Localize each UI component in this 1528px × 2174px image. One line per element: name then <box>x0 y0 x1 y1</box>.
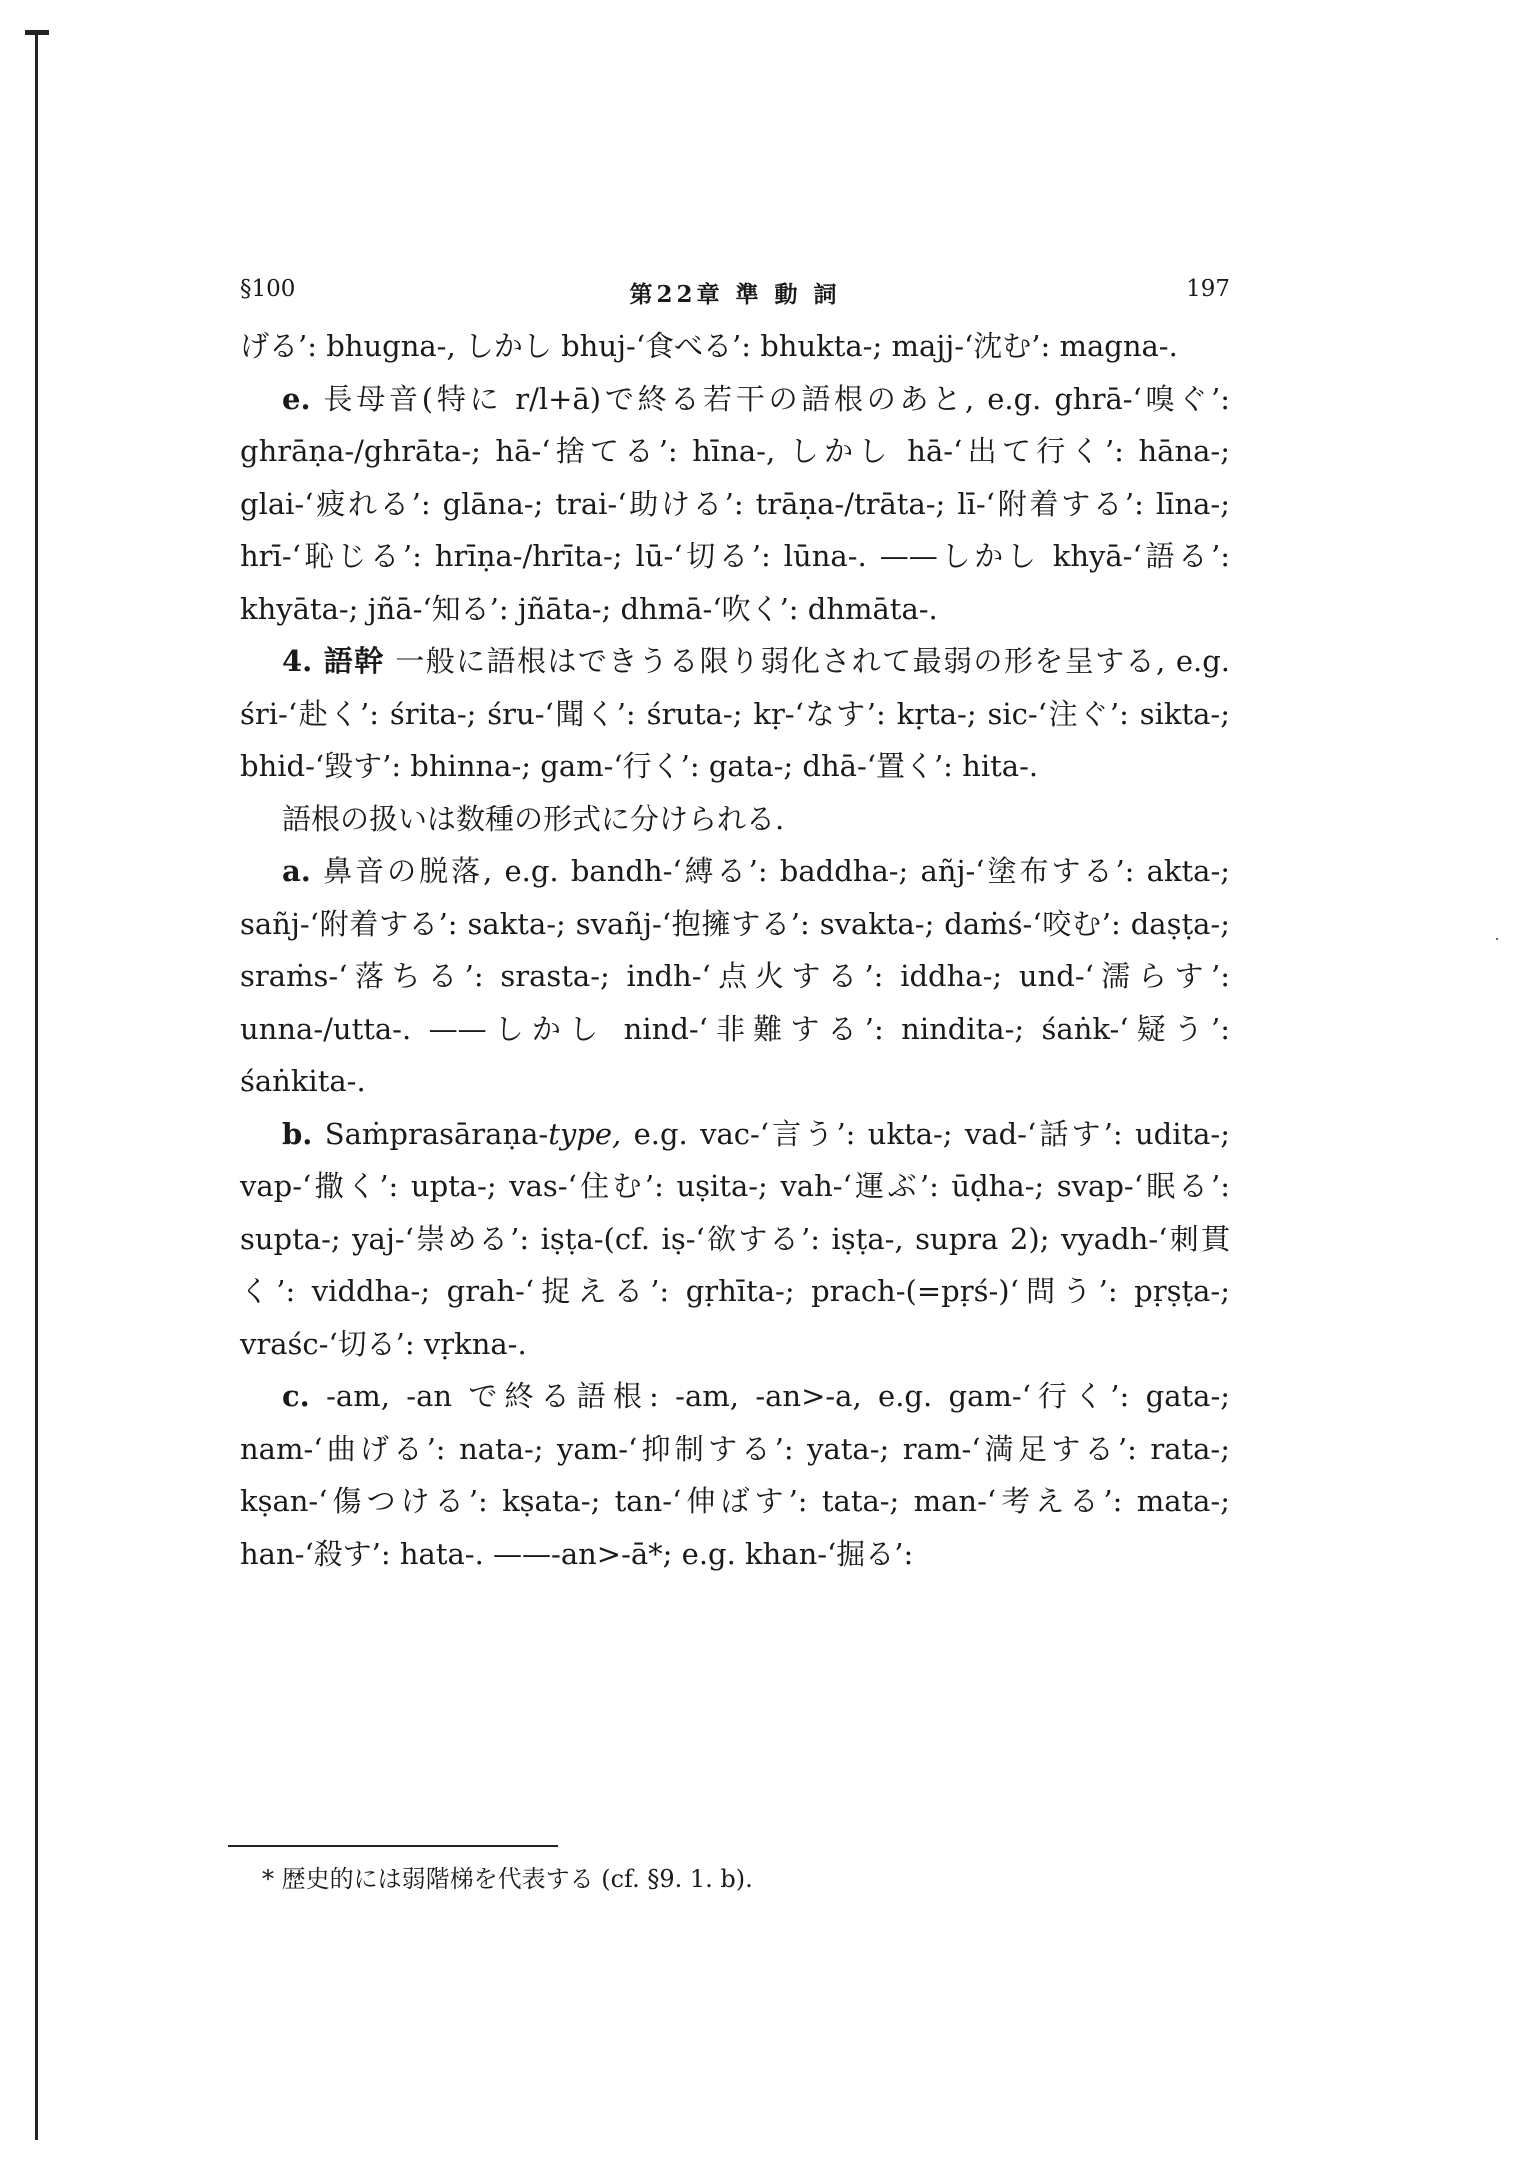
section-number: §100 <box>240 276 296 302</box>
paragraph-intro: 語根の扱いは数種の形式に分けられる. <box>282 801 785 836</box>
paragraph-marker: e. <box>282 381 311 416</box>
paragraph-marker: 4. 語幹 <box>282 644 385 678</box>
running-header <box>240 270 1230 310</box>
paragraph-marker: a. <box>282 854 311 888</box>
paragraph-a: a. 鼻音の脱落, e.g. bandh-‘縛る’: baddha-; añj-‘塗布する’: akta-; sañj-‘附着する’: sakta-; svañj-‘抱擁する’: svakta-; daṁś-‘咬む’: daṣṭa-; sraṁs-‘落ちる’: srasta-; indh-‘点火する’: iddha-; und-‘濡らす’: unna-/utta-. ——しかし nind-‘非難する’: nindita-; śaṅk-‘疑う’: śaṅkita-. <box>240 854 1231 1098</box>
footnote: * 歴史的には弱階梯を代表する (cf. §9. 1. b). <box>262 1865 753 1893</box>
binding-line <box>35 30 38 2140</box>
chapter-title: 第22章 準 動 詞 <box>629 281 841 308</box>
paragraph-c: c. -am, -an で終る語根: -am, -an>-a, e.g. gam-‘行く’: gata-; nam-‘曲げる’: nata-; yam-‘抑制する’: yata-; ram-‘満足する’: rata-; kṣan-‘傷つける’: kṣata-; tan-‘伸ばす’: tata-; man-‘考える’: mata-; han-‘殺す’: hata-. ——-an>-ā*; e.g. khan-‘掘る’: <box>240 1379 1231 1571</box>
page-number: 197 <box>1186 276 1230 302</box>
paragraph-b: b. Saṁprasāraṇa-type, e.g. vac-‘言う’: ukta-; vad-‘話す’: udita-; vap-‘撒く’: upta-; vas-‘住む’: uṣita-; vah-‘運ぶ’: ūḍha-; svap-‘眠る’: supta-; yaj-‘崇める’: iṣṭa-(cf. iṣ-‘欲する’: iṣṭa-, supra 2); vyadh-‘刺貫く’: viddha-; grah-‘捉える’: gṛhīta-; prach-(=pṛś-)‘問う’: pṛṣṭa-; vraśc-‘切る’: vṛkna-. <box>240 1116 1231 1361</box>
paragraph-marker: c. <box>282 1379 310 1413</box>
paragraph-continuation: げる’: bhugna-, しかし bhuj-‘食べる’: bhukta-; majj-‘沈む’: magna-. <box>240 329 1178 363</box>
footnote-rule <box>228 1845 558 1847</box>
paragraph-e: e. 長母音(特に r/l+ā)で終る若干の語根のあと, e.g. ghrā-‘嗅ぐ’: ghrāṇa-/ghrāta-; hā-‘捨てる’: hīna-, しかし hā-‘出て行く’: hāna-; glai-‘疲れる’: glāna-; trai-‘助ける’: trāṇa-/trāta-; lī-‘附着する’: līna-; hrī-‘恥じる’: hrīṇa-/hrīta-; lū-‘切る’: lūna-. ——しかし khyā-‘語る’: khyāta-; jñā-‘知る’: jñāta-; dhmā-‘吹く’: dhmāta-. <box>240 381 1231 626</box>
page <box>240 270 1230 1580</box>
stray-mark <box>1496 938 1498 940</box>
paragraph-4: 4. 語幹 一般に語根はできうる限り弱化されて最弱の形を呈する, e.g. śri-‘赴く’: śrita-; śru-‘聞く’: śruta-; kṛ-‘なす’: kṛta-; sic-‘注ぐ’: sikta-; bhid-‘毀す’: bhinna-; gam-‘行く’: gata-; dhā-‘置く’: hita-. <box>240 644 1231 783</box>
paragraph-marker: b. <box>282 1116 313 1151</box>
body-text <box>240 320 1230 1580</box>
